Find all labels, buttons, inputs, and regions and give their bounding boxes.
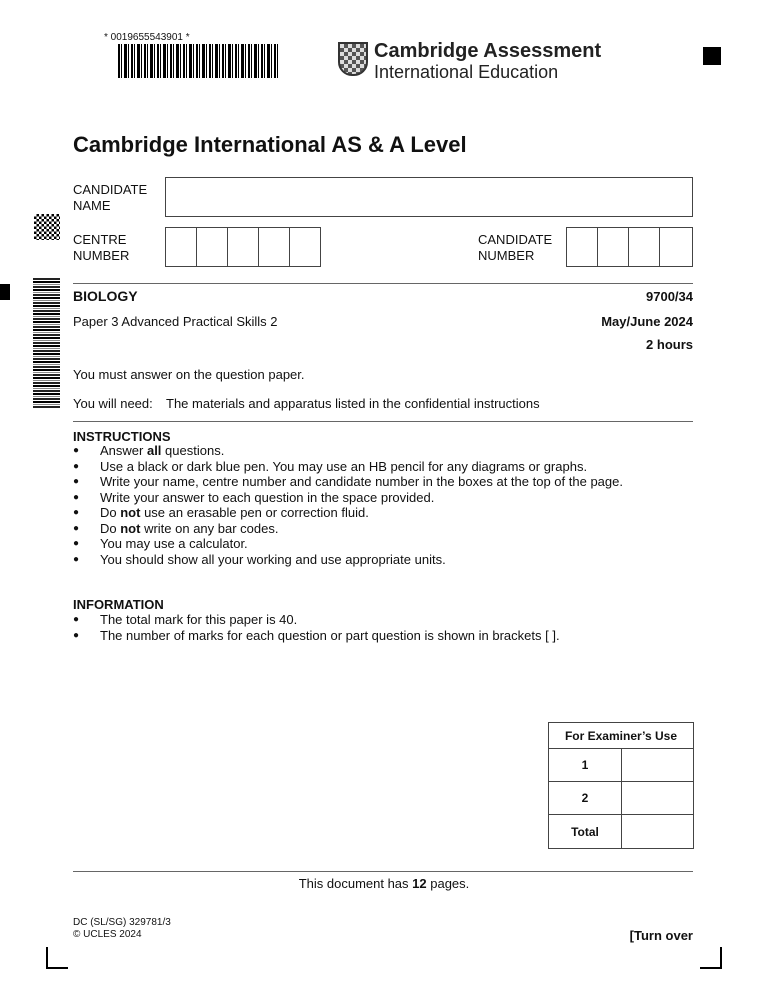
paper-name: Paper 3 Advanced Practical Skills 2	[73, 314, 278, 329]
must-answer: You must answer on the question paper.	[73, 367, 305, 382]
page-title: Cambridge International AS & A Level	[73, 132, 467, 157]
list-item: ● You should show all your working and use appropriate units.	[73, 552, 623, 568]
row-label: Total	[549, 815, 622, 849]
you-will-need: The materials and apparatus listed in the confidential instructions	[166, 396, 540, 411]
list-item: ● Use a black or dark blue pen. You may use an HB pencil for any diagrams or graphs.	[73, 459, 623, 475]
examiner-table	[548, 722, 694, 849]
logo-line1: Cambridge Assessment	[374, 40, 602, 62]
footer-ref: DC (SL/SG) 329781/3 © UCLES 2024	[73, 917, 171, 940]
divider	[73, 283, 693, 284]
corner-mark	[46, 947, 68, 969]
candidate-name-label: CANDIDATE NAME	[73, 182, 148, 213]
list-item: ● The total mark for this paper is 40.	[73, 612, 560, 628]
page-count: This document has 12 pages.	[298, 876, 470, 891]
barcode-number: * 0019655543901 *	[104, 32, 190, 43]
candidate-name-field[interactable]	[165, 177, 693, 217]
registration-mark-left	[0, 284, 10, 300]
list-item: ● The number of marks for each question or part question is shown in brackets [ ].	[73, 628, 560, 644]
candidate-number-label: CANDIDATE NUMBER	[478, 232, 553, 263]
divider	[73, 421, 693, 422]
mark-cell	[622, 749, 694, 782]
list-item: ● Do not use an erasable pen or correction fluid.	[73, 505, 623, 521]
mark-cell	[622, 815, 694, 849]
instructions-list	[73, 443, 623, 567]
information-list	[73, 612, 560, 643]
corner-mark	[700, 947, 722, 969]
list-item: ● Write your name, centre number and candidate number in the boxes at the top of the page.	[73, 474, 623, 490]
registration-mark	[703, 47, 721, 65]
list-item: ● Answer all questions.	[73, 443, 623, 459]
divider	[73, 871, 693, 872]
mark-cell	[622, 782, 694, 815]
turn-over: [Turn over	[629, 928, 693, 943]
row-label: 2	[549, 782, 622, 815]
centre-number-label: CENTRE NUMBER	[73, 232, 130, 263]
barcode	[118, 44, 278, 78]
list-item: ● Write your answer to each question in the space provided.	[73, 490, 623, 506]
subject: BIOLOGY	[73, 288, 138, 304]
paper-code: 9700/34	[646, 289, 693, 304]
qr-code	[34, 214, 60, 240]
duration: 2 hours	[646, 337, 693, 352]
you-will-need-label: You will need:	[73, 396, 153, 411]
candidate-number-field[interactable]	[567, 227, 693, 267]
list-item: ● You may use a calculator.	[73, 536, 623, 552]
session: May/June 2024	[601, 314, 693, 329]
vertical-barcode	[33, 278, 60, 408]
centre-number-field[interactable]	[166, 227, 321, 267]
logo-line2: International Education	[374, 62, 559, 82]
instructions-heading: INSTRUCTIONS	[73, 429, 171, 444]
information-heading: INFORMATION	[73, 597, 164, 612]
examiner-heading: For Examiner’s Use	[549, 723, 694, 749]
row-label: 1	[549, 749, 622, 782]
cambridge-crest-icon	[338, 42, 368, 76]
list-item: ● Do not write on any bar codes.	[73, 521, 623, 537]
